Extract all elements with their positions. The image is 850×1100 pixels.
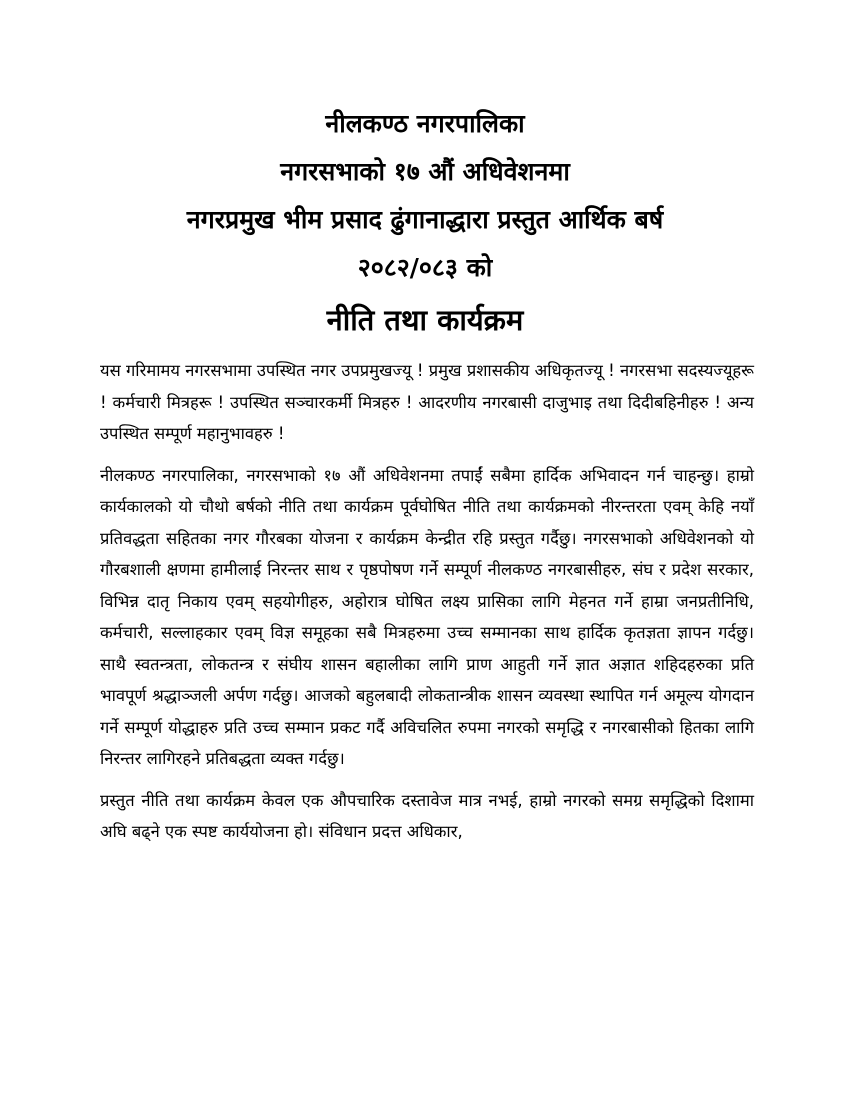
session-title: नगरसभाको १७ औं अधिवेशनमा (280, 157, 570, 186)
document-body (100, 355, 754, 858)
paragraph-greeting: यस गरिमामय नगरसभामा उपस्थित नगर उपप्रमुखज्यू ! प्रमुख प्रशासकीय अधिकृतज्यू ! नगरसभा सदस्यज्यूहरू ! कर्मचारी मित्रहरू ! उपस्थित सञ्चारकर्मी मित्रहरु ! आदरणीय नगरबासी दाजुभाइ तथा दिदीबहिनीहरु ! अन्य उपस्थित सम्पूर्ण महानुभावहरु ! (100, 361, 754, 443)
municipality-name: नीलकण्ठ नगरपालिका (325, 109, 525, 138)
document-title: नीति तथा कार्यक्रम (326, 303, 524, 337)
paragraph-introduction: नीलकण्ठ नगरपालिका, नगरसभाको १७ औं अधिवेशनमा तपाईं सबैमा हार्दिक अभिवादन गर्न चाहन्छु। हाम्रो कार्यकालको यो चौथो बर्षको नीति तथा कार्यक्रम पूर्वघोषित नीति तथा कार्यक्रमको नीरन्तरता एवम् केहि नयाँ प्रतिवद्धता सहितका नगर गौरबका योजना र कार्यक्रम केन्द्रीत रहि प्रस्तुत गर्दैछु। नगरसभाको अधिवेशनको यो गौरबशाली क्षणमा हामीलाई निरन्तर साथ र पृष्ठपोषण गर्ने सम्पूर्ण नीलकण्ठ नगरबासीहरु, संघ र प्रदेश सरकार, विभिन्न दातृ निकाय एवम् सहयोगीहरु, अहोरात्र घोषित लक्ष्य प्रासिका लागि मेहनत गर्ने हाम्रा जनप्रतीनिधि, कर्मचारी, सल्लाहकार एवम् विज्ञ समूहका सबै मित्रहरुमा उच्च सम्मानका साथ हार्दिक कृतज्ञता ज्ञापन गर्दछु। साथै स्वतन्त्रता, लोकतन्त्र र संघीय शासन बहालीका लागि प्राण आहुती गर्ने ज्ञात अज्ञात शहिदहरुका प्रति भावपूर्ण श्रद्धाञ्जली अर्पण गर्दछु। आजको बहुलबादी लोकतान्त्रीक शासन व्यवस्था स्थापित गर्न अमूल्य योगदान गर्ने सम्पूर्ण योद्धाहरु प्रति उच्च सम्मान प्रकट गर्दै अविचलित रुपमा नगरको समृद्धि र नगरबासीको हितका लागि निरन्तर लागिरहने प्रतिबद्धता व्यक्त गर्दछु। (100, 465, 754, 768)
document-header (90, 100, 760, 348)
fiscal-year-line: २०८२/०८३ को (357, 253, 493, 282)
paragraph-policy-intro: प्रस्तुत नीति तथा कार्यक्रम केवल एक औपचारिक दस्तावेज मात्र नभई, हाम्रो नगरको समग्र समृद्धिको दिशामा अघि बढ्ने एक स्पष्ट कार्ययोजना हो। संविधान प्रदत्त अधिकार, (100, 790, 754, 841)
presenter-line: नगरप्रमुख भीम प्रसाद ढुंगानाद्धारा प्रस्तुत आर्थिक बर्ष (186, 205, 664, 234)
